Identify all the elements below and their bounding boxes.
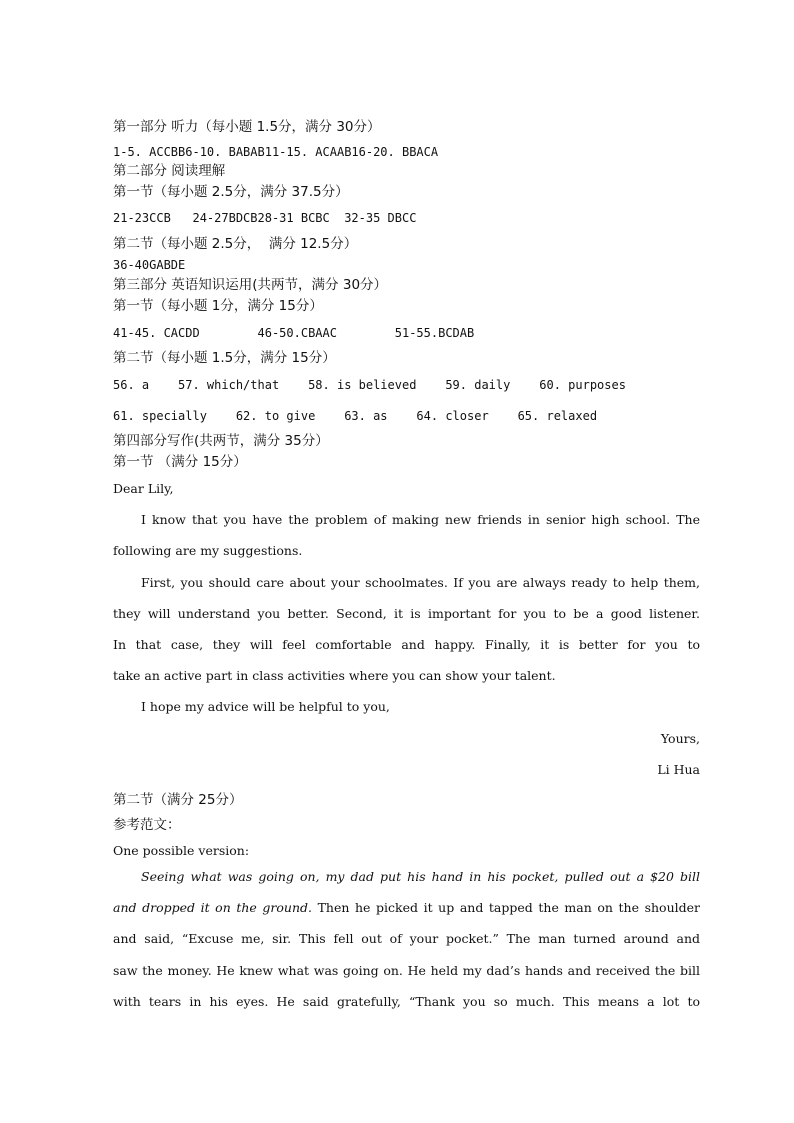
essay-line2-italic: and dropped it on the ground. xyxy=(113,900,312,915)
part3-heading: 第三部分 英语知识运用(共两节，满分 30分） xyxy=(113,277,388,293)
letter-salutation: Dear Lily, xyxy=(113,481,174,496)
letter-p1-line1: I know that you have the problem of making new friends in senior high school. The xyxy=(141,512,700,527)
part1-heading: 第一部分 听力（每小题 1.5分，满分 30分） xyxy=(113,119,381,135)
version-label: One possible version: xyxy=(113,843,250,858)
part2-section2-answers: 36-40GABDE xyxy=(113,258,186,272)
letter-p1-line2: following are my suggestions. xyxy=(113,543,303,558)
part2-section2-heading: 第二节（每小题 2.5分， 满分 12.5分） xyxy=(113,236,358,252)
letter-p2-line3: In that case, they will feel comfortable and happy. Finally, it is better for you to xyxy=(113,637,700,652)
essay-line1: Seeing what was going on, my dad put his hand in his pocket, pulled out a $20 bill xyxy=(141,869,700,884)
letter-p3-line1: I hope my advice will be helpful to you, xyxy=(141,699,390,714)
part3-section2-row1: 56. a 57. which/that 58. is believed 59. daily 60. purposes xyxy=(113,378,626,392)
part1-answers: 1-5. ACCBB6-10. BABAB11-15. ACAAB16-20. BBACA xyxy=(113,145,439,159)
part4-section2-heading: 第二节（满分 25分） xyxy=(113,792,243,808)
letter-p2-line1: First, you should care about your schoolmates. If you are always ready to help them, xyxy=(141,575,700,590)
letter-signature: Li Hua xyxy=(657,762,700,777)
essay-line2 xyxy=(113,900,700,916)
letter-p2-line4: take an active part in class activities where you can show your talent. xyxy=(113,668,556,683)
letter-closing: Yours, xyxy=(660,731,700,746)
essay-line5: with tears in his eyes. He said gratefully, “Thank you so much. This means a lot to xyxy=(113,994,700,1009)
part2-heading: 第二部分 阅读理解 xyxy=(113,163,226,179)
part3-section2-heading: 第二节（每小题 1.5分，满分 15分） xyxy=(113,350,336,366)
part4-section1-heading: 第一节 （满分 15分） xyxy=(113,454,247,470)
reference-label: 参考范文： xyxy=(113,817,181,833)
part3-section1-answers: 41-45. CACDD 46-50.CBAAC 51-55.BCDAB xyxy=(113,326,475,340)
part4-heading: 第四部分写作(共两节，满分 35分） xyxy=(113,433,329,449)
essay-line3: and said, “Excuse me, sir. This fell out of your pocket.” The man turned around and xyxy=(113,931,700,946)
part3-section2-row2: 61. specially 62. to give 63. as 64. closer 65. relaxed xyxy=(113,409,598,423)
essay-line4: saw the money. He knew what was going on. He held my dad’s hands and received the bill xyxy=(113,963,700,978)
part3-section1-heading: 第一节（每小题 1分，满分 15分） xyxy=(113,298,323,314)
essay-line2-rest: Then he picked it up and tapped the man on the shoulder xyxy=(311,900,700,915)
part2-section1-heading: 第一节（每小题 2.5分，满分 37.5分） xyxy=(113,184,349,200)
part2-section1-answers: 21-23CCB 24-27BDCB28-31 BCBC 32-35 DBCC xyxy=(113,211,417,225)
letter-p2-line2: they will understand you better. Second, it is important for you to be a good listener. xyxy=(113,606,700,621)
